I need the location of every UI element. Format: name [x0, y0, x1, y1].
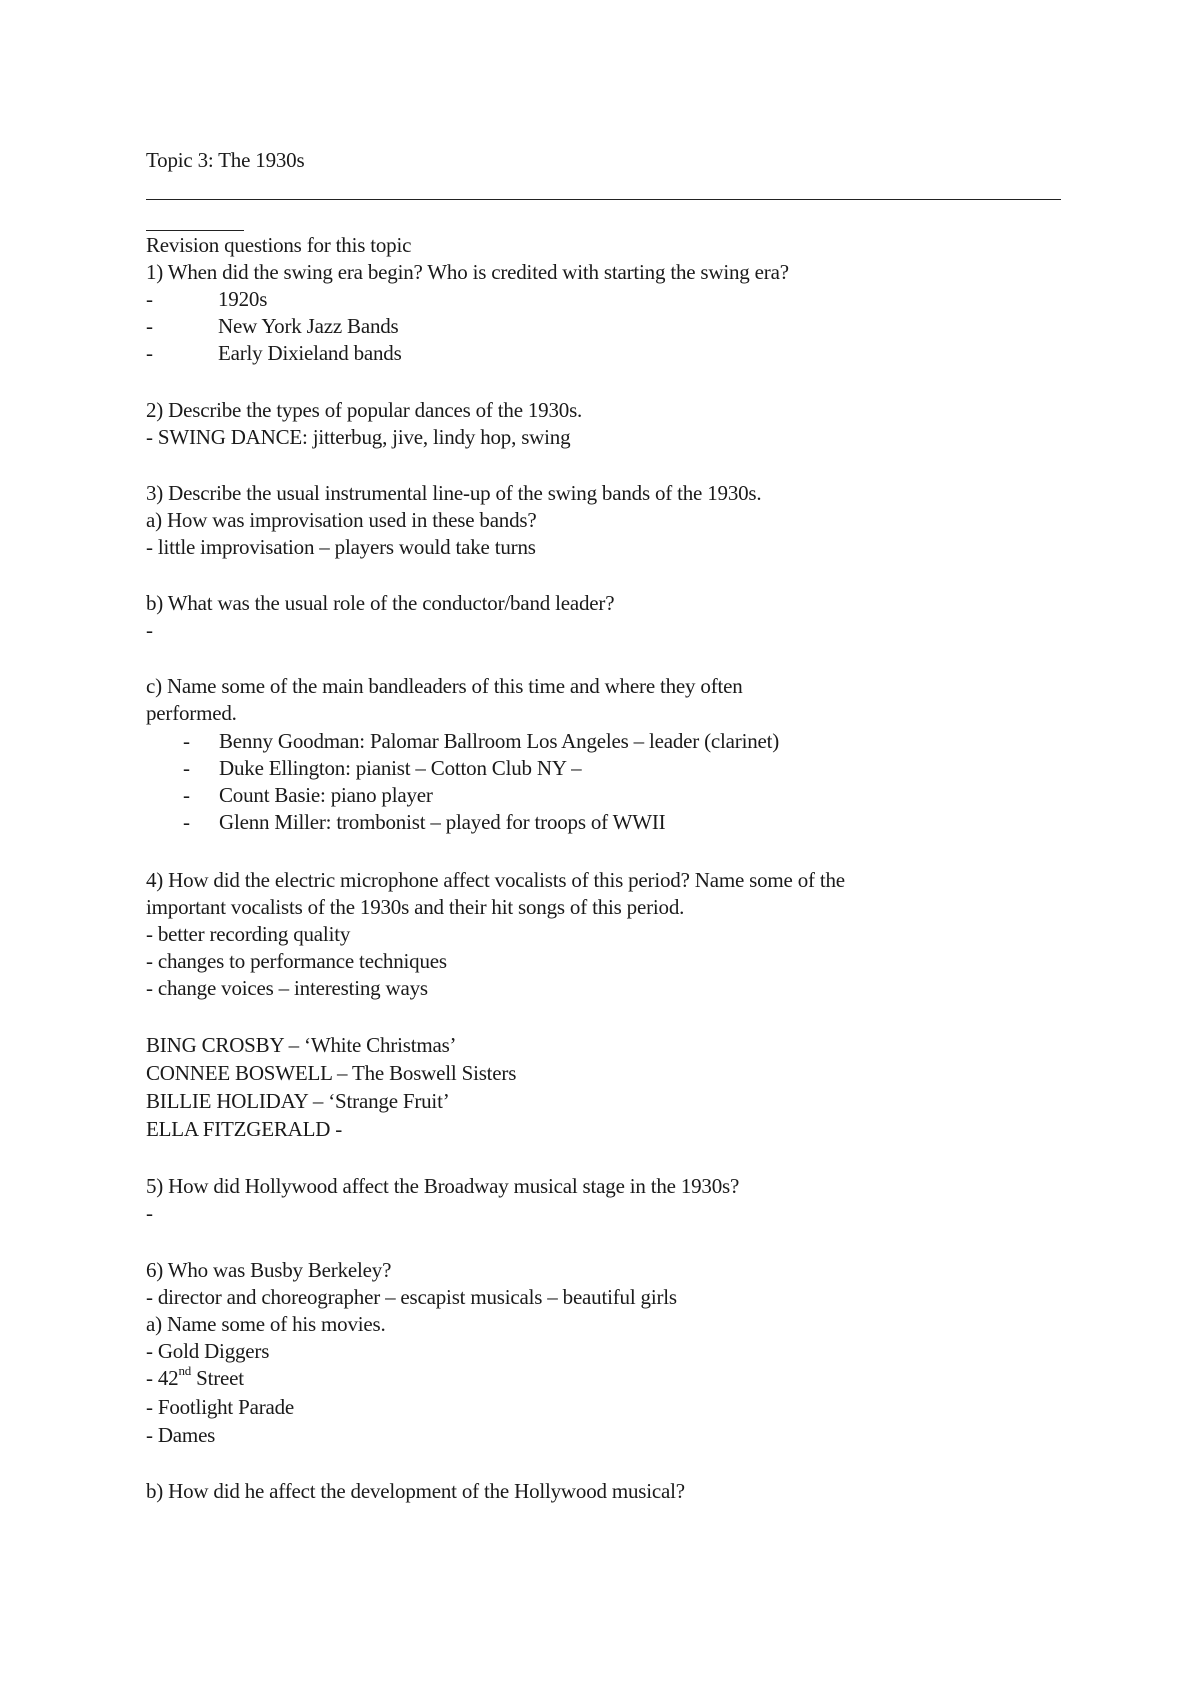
- question-3c-cont: performed.: [146, 701, 237, 725]
- question-5: 5) How did Hollywood affect the Broadway musical stage in the 1930s?: [146, 1174, 740, 1198]
- question-6a: a) Name some of his movies.: [146, 1312, 386, 1336]
- answer-text: - little improvisation – players would take turns: [146, 535, 536, 559]
- movie-item: - Footlight Parade: [146, 1395, 295, 1419]
- movie-suffix: Street: [191, 1366, 244, 1390]
- bullet-dash: -: [183, 783, 190, 807]
- vocalist-item: BING CROSBY – ‘White Christmas’: [146, 1033, 457, 1057]
- section-heading: Revision questions for this topic: [146, 233, 412, 257]
- bullet-dash: -: [183, 810, 190, 834]
- answer-item: [146, 287, 267, 311]
- question-4: 4) How did the electric microphone affect vocalists of this period? Name some of the: [146, 868, 845, 892]
- question-6b: b) How did he affect the development of the Hollywood musical?: [146, 1479, 685, 1503]
- answer-text: Early Dixieland bands: [218, 341, 402, 365]
- bullet-dash: -: [146, 314, 153, 338]
- answer-item: [146, 341, 402, 365]
- vocalist-item: BILLIE HOLIDAY – ‘Strange Fruit’: [146, 1089, 450, 1113]
- answer-text: - better recording quality: [146, 922, 351, 946]
- page-title: Topic 3: The 1930s: [146, 148, 305, 172]
- bullet-dash: -: [183, 729, 190, 753]
- movie-prefix: - 42: [146, 1366, 179, 1390]
- bullet-dash: -: [146, 287, 153, 311]
- question-3b: b) What was the usual role of the conductor/band leader?: [146, 591, 615, 615]
- answer-text: Glenn Miller: trombonist – played for troops of WWII: [219, 810, 666, 834]
- answer-text: Duke Ellington: pianist – Cotton Club NY –: [219, 756, 582, 780]
- question-3c: c) Name some of the main bandleaders of this time and where they often: [146, 674, 743, 698]
- answer-text: 1920s: [218, 287, 268, 311]
- question-2: 2) Describe the types of popular dances of the 1930s.: [146, 398, 583, 422]
- answer-text: - director and choreographer – escapist musicals – beautiful girls: [146, 1285, 677, 1309]
- answer-item: [146, 314, 399, 338]
- ordinal-suffix: nd: [178, 1363, 192, 1378]
- question-6: 6) Who was Busby Berkeley?: [146, 1258, 392, 1282]
- answer-text: -: [146, 1201, 153, 1225]
- title-underline-tail: [146, 230, 244, 231]
- answer-text: -: [146, 618, 153, 642]
- answer-text: - changes to performance techniques: [146, 949, 447, 973]
- question-3a: a) How was improvisation used in these bands?: [146, 508, 537, 532]
- vocalist-item: CONNEE BOSWELL – The Boswell Sisters: [146, 1061, 517, 1085]
- title-underline: [146, 199, 1061, 200]
- answer-text: - SWING DANCE: jitterbug, jive, lindy hop, swing: [146, 425, 571, 449]
- bandleader-item: [183, 756, 581, 780]
- vocalist-item: ELLA FITZGERALD -: [146, 1117, 343, 1141]
- bandleader-item: [183, 810, 665, 834]
- movie-item: - Dames: [146, 1423, 216, 1447]
- question-1: 1) When did the swing era begin? Who is credited with starting the swing era?: [146, 260, 789, 284]
- answer-text: New York Jazz Bands: [218, 314, 399, 338]
- bandleader-item: [183, 729, 779, 753]
- answer-text: Count Basie: piano player: [219, 783, 433, 807]
- answer-text: Benny Goodman: Palomar Ballroom Los Angeles – leader (clarinet): [219, 729, 780, 753]
- bullet-dash: -: [146, 341, 153, 365]
- movie-item: [146, 1363, 244, 1390]
- answer-text: - change voices – interesting ways: [146, 976, 428, 1000]
- movie-item: - Gold Diggers: [146, 1339, 270, 1363]
- bullet-dash: -: [183, 756, 190, 780]
- bandleader-item: [183, 783, 433, 807]
- question-3: 3) Describe the usual instrumental line-up of the swing bands of the 1930s.: [146, 481, 762, 505]
- question-4-cont: important vocalists of the 1930s and their hit songs of this period.: [146, 895, 685, 919]
